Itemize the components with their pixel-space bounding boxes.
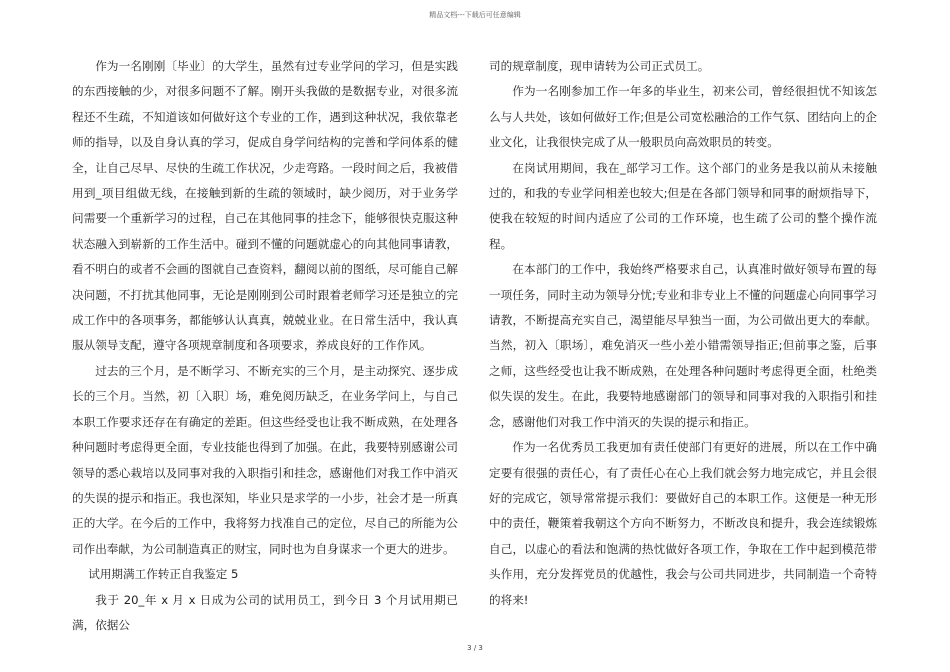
right-column (489, 54, 877, 613)
paragraph: 作为一名优秀员工我更加有责任使部门有更好的进展，所以在工作中确定要有很强的责任心，有了责任心在心上我们就会努力地完成它，并且会很好的完成它，领导常常提示我们：要做好自己的本职工作。这便是一种无形中的责任，鞭策着我朝这个方向不断努力，不断改良和提升，我会连续锻炼自己，以虚心的看法和饱满的热忱做好各项工作，争取在工作中起到模范带头作用，充分发挥党员的优越性，我会与公司共同进步，共同制造一个奇特的将来! (489, 440, 877, 607)
paragraph: 我于 20_年 x 月 x 日成为公司的试用员工，到今日 3 个月试用期已满，依据公 (72, 592, 458, 632)
paragraph-continuation: 司的规章制度，现申请转为公司正式员工。 (489, 59, 710, 73)
page-number: 3 / 3 (467, 644, 483, 652)
paragraph: 在岗试用期间，我在_部学习工作。这个部门的业务是我以前从未接触过的，和我的专业学问相差也较大;但是在各部门领导和同事的耐烦指导下，使我在较短的时间内适应了公司的工作环境，也生疏了公司的整个操作流程。 (489, 160, 877, 251)
section-heading: 试用期满工作转正自我鉴定 5 (88, 567, 239, 582)
paragraph: 作为一名刚刚〔毕业〕的大学生，虽然有过专业学问的学习，但是实践的东西接触的少，对很多问题不了解。刚开头我做的是数据专业，对很多流程还不生疏，不知道该如何做好这个专业的工作，遇到这种状况，我依靠老师的指导，以及自身认真的学习，促成自身学问结构的完善和学问体系的健全，让自己尽早、尽快的生疏工作状况，少走弯路。一段时间之后，我被借用到_项目组做无线，在接触到新的生疏的领域时，缺少阅历，对于业务学问需要一个重新学习的过程，自己在其他同事的挂念下，能够很快克服这种状态融入到崭新的工作生活中。碰到不懂的问题就虚心的向其他同事请教，看不明白的或者不会画的图就自己查资料，翻阅以前的图纸，尽可能自己解决问题，不打扰其他同事，无论是刚刚到公司时跟着老师学习还是独立的完成工作中的各项事务，都能够认认真真，兢兢业业。在日常生活中，我认真服从领导支配，遵守各项规章制度和各项要求，养成良好的工作作风。 (72, 59, 458, 353)
page-header: 精品文档---下载后可任意编辑 (429, 11, 521, 19)
paragraph: 过去的三个月，是不断学习、不断充实的三个月，是主动探究、逐步成长的三个月。当然，初〔入职〕场，难免阅历缺乏，在业务学问上，与自己本职工作要求还存在有确定的差距。但这些经受也让我不断成熟，在处理各种问题时考虑得更全面，专业技能也得到了加强。在此，我要特别感谢公司领导的悉心栽培以及同事对我的入职指引和挂念，感谢他们对我工作中消灭的失误的提示和指正。我也深知，毕业只是求学的一小步，社会才是一所真正的大学。在今后的工作中，我将努力找准自己的定位，尽自己的所能为公司作出奉献，为公司制造真正的财宝，同时也为自身谋求一个更大的进步。 (72, 363, 458, 556)
paragraph: 在本部门的工作中，我始终严格要求自己，认真准时做好领导布置的每一项任务，同时主动为领导分忧;专业和非专业上不懂的问题虚心向同事学习请教，不断提高充实自己，渴望能尽早独当一面，为公司做出更大的奉献。当然，初入〔职场〕，难免消灭一些小差小错需领导指正;但前事之鉴，后事之师，这些经受也让我不断成熟，在处理各种问题时考虑得更全面，杜绝类似失误的发生。在此，我要特地感谢部门的领导和同事对我的入职指引和挂念，感谢他们对我工作中消灭的失误的提示和指正。 (489, 262, 877, 429)
left-column (72, 54, 458, 638)
paragraph: 作为一名刚参加工作一年多的毕业生，初来公司，曾经很担忧不知该怎么与人共处，该如何做好工作;但是公司宽松融洽的工作气氛、团结向上的企业文化，让我很快完成了从一般职员向高效职员的转变。 (489, 84, 877, 150)
